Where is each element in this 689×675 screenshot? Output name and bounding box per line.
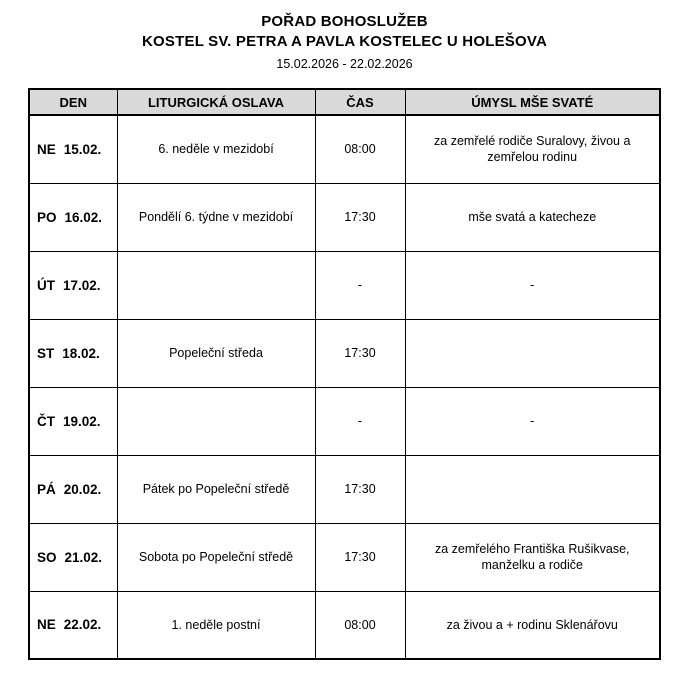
cell-cas: 17:30 <box>315 319 405 387</box>
cell-den <box>29 319 117 387</box>
column-header-den: DEN <box>29 89 117 115</box>
table-row <box>29 523 660 591</box>
cell-umysl: za zemřelé rodiče Suralovy, živou a zemřelou rodinu <box>405 115 660 183</box>
document-header <box>0 0 689 74</box>
day-name: ST <box>37 345 55 361</box>
day-date: 22.02. <box>63 617 102 633</box>
table-body <box>29 115 660 659</box>
cell-den <box>29 591 117 659</box>
cell-liturgie: 1. neděle postní <box>117 591 315 659</box>
table-row <box>29 183 660 251</box>
cell-den <box>29 183 117 251</box>
cell-den <box>29 523 117 591</box>
day-name: NE <box>37 617 56 633</box>
table-row <box>29 251 660 319</box>
schedule-table <box>28 88 661 660</box>
day-name: PÁ <box>37 481 56 497</box>
table-row <box>29 455 660 523</box>
column-header-umysl: ÚMYSL MŠE SVATÉ <box>405 89 660 115</box>
table-header-row-group <box>29 89 660 115</box>
cell-cas: - <box>315 387 405 455</box>
day-name: PO <box>37 209 57 225</box>
day-date: 20.02. <box>63 481 102 497</box>
table-row <box>29 115 660 183</box>
cell-liturgie <box>117 387 315 455</box>
day-name: ČT <box>37 413 55 429</box>
table-row <box>29 591 660 659</box>
day-date: 21.02. <box>64 549 103 565</box>
column-header-liturgie: LITURGICKÁ OSLAVA <box>117 89 315 115</box>
cell-den <box>29 387 117 455</box>
cell-umysl <box>405 319 660 387</box>
day-date: 15.02. <box>63 141 102 157</box>
day-name: SO <box>37 549 57 565</box>
cell-umysl: - <box>405 387 660 455</box>
cell-umysl: - <box>405 251 660 319</box>
day-name: NE <box>37 141 56 157</box>
cell-liturgie: Sobota po Popeleční středě <box>117 523 315 591</box>
cell-liturgie <box>117 251 315 319</box>
cell-umysl: mše svatá a katecheze <box>405 183 660 251</box>
table-header-row <box>29 89 660 115</box>
cell-liturgie: Pátek po Popeleční středě <box>117 455 315 523</box>
column-header-cas: ČAS <box>315 89 405 115</box>
cell-liturgie: Popeleční středa <box>117 319 315 387</box>
cell-cas: - <box>315 251 405 319</box>
cell-cas: 17:30 <box>315 183 405 251</box>
cell-den <box>29 251 117 319</box>
cell-umysl <box>405 455 660 523</box>
cell-umysl: za zemřelého Františka Rušikvase, manželku a rodiče <box>405 523 660 591</box>
cell-den <box>29 115 117 183</box>
cell-umysl: za živou a + rodinu Sklenářovu <box>405 591 660 659</box>
cell-den <box>29 455 117 523</box>
table-row <box>29 319 660 387</box>
day-name: ÚT <box>37 277 55 293</box>
document-title-line1: POŘAD BOHOSLUŽEB <box>261 13 428 30</box>
cell-cas: 17:30 <box>315 455 405 523</box>
day-date: 19.02. <box>63 413 101 429</box>
document-title-line2: KOSTEL SV. PETRA A PAVLA KOSTELEC U HOLEŠOVA <box>142 33 547 50</box>
cell-liturgie: 6. neděle v mezidobí <box>117 115 315 183</box>
document-date-range: 15.02.2026 - 22.02.2026 <box>276 57 413 71</box>
cell-cas: 08:00 <box>315 115 405 183</box>
day-date: 16.02. <box>64 209 103 225</box>
day-date: 18.02. <box>62 345 100 361</box>
cell-cas: 17:30 <box>315 523 405 591</box>
cell-cas: 08:00 <box>315 591 405 659</box>
day-date: 17.02. <box>63 277 101 293</box>
schedule-table-wrapper <box>28 88 661 660</box>
table-row <box>29 387 660 455</box>
cell-liturgie: Pondělí 6. týdne v mezidobí <box>117 183 315 251</box>
